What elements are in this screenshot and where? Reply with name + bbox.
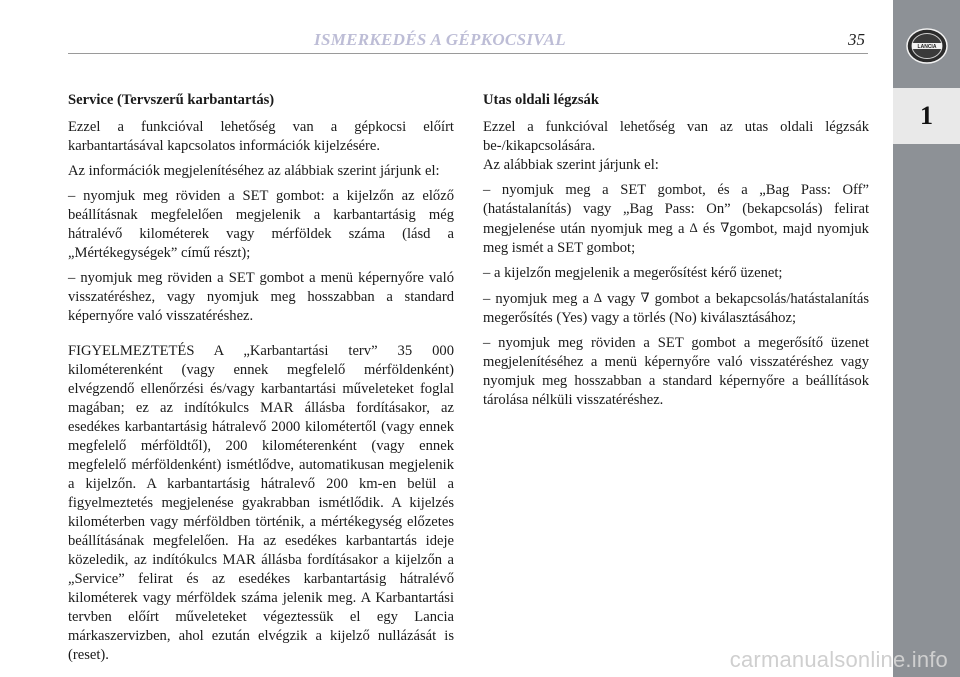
- logo-text: LANCIA: [917, 44, 937, 50]
- down-triangle-icon: ∇: [720, 220, 730, 235]
- lancia-shield-icon: [906, 28, 948, 64]
- running-header-title: ISMERKEDÉS A GÉPKOCSIVAL: [314, 30, 566, 49]
- paragraph: Ezzel a funkcióval lehetőség van az utas oldali légzsák be-/kikapcsolására.: [483, 119, 869, 154]
- text-span: – nyomjuk meg a SET gombot, és a „Bag Pass: Off” (hatástalanítás) vagy „Bag Pass: On” (bekapcsolás) felirat megjelenése után nyomjuk meg a: [483, 182, 869, 237]
- text-span: és: [702, 221, 716, 237]
- paragraph: – nyomjuk meg röviden a SET gombot a menü képernyőre való visszatéréshez, vagy nyomjuk meg hosszabban a standard képernyőre való visszatéréshez.: [68, 270, 454, 324]
- text-span: – nyomjuk meg a: [483, 291, 589, 307]
- down-triangle-icon: ∇: [640, 290, 650, 305]
- paragraph: Ezzel a funkcióval lehetőség van a gépkocsi előírt karbantartásával kapcsolatos információk kijelzésére.: [68, 119, 454, 154]
- text-span: gombot a bekapcsolás/hatástalanítás megerősítés (Yes) vagy a törlés (No) kiválasztásához;: [483, 291, 869, 326]
- paragraph: – nyomjuk meg röviden a SET gombot a megerősítő üzenet megjelenítéséhez a menü képernyőre való visszatéréshez vagy nyomjuk meg hosszabban a standard képernyőre a beállítások tárolása nélküli visszatéréshez.: [483, 335, 869, 408]
- watermark: carmanualsonline.info: [729, 647, 948, 672]
- section-heading-service: Service (Tervszerű karbantartás): [68, 92, 275, 108]
- text-span: vagy: [607, 291, 636, 307]
- paragraph: [483, 181, 869, 258]
- warning-paragraph: FIGYELMEZTETÉS A „Karbantartási terv” 35 000 kilométerenként (vagy ennek megfelelő mérföldenként) elvégzendő ellenőrzési és/vagy karbantartási műveleteket foglal magában; ez az indítókulcs MAR állásba fordításakor, az esedékes karbantartásig hátralevő 2000 kilométertől (vagy ennek megfelelő mérföldtől), 200 kilométerenként (vagy ennek megfelelő mérföldenként) ismétlődve, automatikusan megjelenik a kijelzőn. A karbantartásig hátralevő 200 km-en belül a figyelmeztetés megjelenése gyakrabban ismétlődik. A kijelzés kilométerben vagy mérföldben történik, a mértékegység előzetes beállításának megfelelően. Ha az esedékes karbantartás ideje közeledik, az indítókulcs MAR állásba fordításakor a kijelzőn a „Service” felirat és az esedékes karbantartásig hátralévő kilométerek vagy mérföldek száma jelenik meg. A Karbantartási tervben előírt műveleteket végeztessük el egy Lancia márkaszervizben, ahol ezután elvégzik a kijelző nullázását is (reset).: [68, 343, 454, 663]
- up-triangle-icon: ∆: [594, 290, 602, 305]
- up-triangle-icon: ∆: [689, 220, 698, 235]
- paragraph: – nyomjuk meg röviden a SET gombot: a kijelzőn az előző beállításnak megfelelően megjelenik a karbantartásig még hátralévő kilométerek vagy mérföldek száma (lásd a „Mértékegységek” című részt);: [68, 188, 454, 261]
- right-column: [483, 91, 869, 416]
- section-heading-airbag: Utas oldali légzsák: [483, 92, 599, 108]
- paragraph: – a kijelzőn megjelenik a megerősítést kérő üzenet;: [483, 265, 783, 281]
- text-span: gombot, majd nyomjuk meg ismét a SET gombot;: [483, 221, 869, 256]
- chapter-tab: 1: [893, 88, 960, 144]
- paragraph: [483, 289, 869, 328]
- page-number: 35: [848, 30, 865, 49]
- header-divider: [68, 53, 868, 54]
- left-column: [68, 91, 454, 671]
- paragraph: Az alábbiak szerint járjunk el:: [483, 157, 659, 173]
- paragraph: Az információk megjelenítéséhez az alábbiak szerint járjunk el:: [68, 163, 440, 179]
